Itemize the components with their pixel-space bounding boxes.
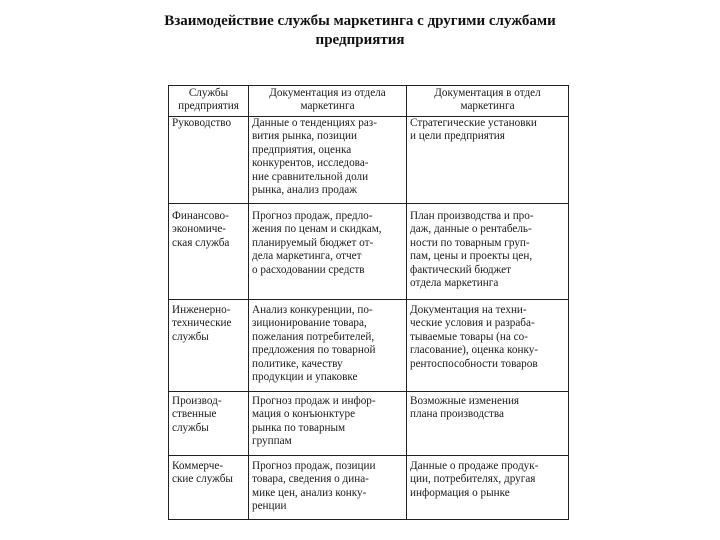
cell-from-marketing: Анализ конкуренции, по- зиционирование товара, пожелания потребителей, предложения по товарной политике, качеству продукции и упаковке	[249, 300, 407, 392]
cell-service: Руководство	[169, 117, 249, 204]
cell-from-marketing: Прогноз продаж, позиции товара, сведения о дина- мике цен, анализ конку- ренции	[249, 456, 407, 520]
table-row	[169, 456, 569, 520]
table-row	[169, 117, 569, 204]
cell-service: Производ- ственные службы	[169, 392, 249, 456]
cell-service: Инженерно- технические службы	[169, 300, 249, 392]
header-services: Службы предприятия	[169, 86, 249, 117]
header-from-marketing: Документация из отдела маркетинга	[249, 86, 407, 117]
cell-service: Коммерче- ские службы	[169, 456, 249, 520]
cell-to-marketing: Документация на техни- ческие условия и разраба- тываемые товары (на со- гласование), оценка конку- рентоспособности товаров	[407, 300, 569, 392]
cell-service: Финансово- экономиче- ская служба	[169, 204, 249, 300]
table-row	[169, 392, 569, 456]
table-row	[169, 300, 569, 392]
table-header-row	[169, 86, 569, 117]
table-row	[169, 204, 569, 300]
header-to-marketing: Документация в отдел маркетинга	[407, 86, 569, 117]
cell-to-marketing: План производства и про- даж, данные о рентабель- ности по товарным груп- пам, цены и проекты цен, фактический бюджет отдела маркетинга	[407, 204, 569, 300]
title-line-2: предприятия	[315, 32, 405, 48]
interaction-table	[168, 85, 569, 520]
cell-from-marketing: Прогноз продаж, предло- жения по ценам и скидкам, планируемый бюджет от- дела маркетинга, отчет о расходовании средств	[249, 204, 407, 300]
cell-from-marketing: Прогноз продаж и инфор- мация о конъюнктуре рынка по товарным группам	[249, 392, 407, 456]
cell-to-marketing: Возможные изменения плана производства	[407, 392, 569, 456]
cell-to-marketing: Стратегические установки и цели предприятия	[407, 117, 569, 204]
page-title	[0, 12, 720, 50]
cell-from-marketing: Данные о тенденциях раз- вития рынка, позиции предприятия, оценка конкурентов, исследова- ние сравнительной доли рынка, анализ продаж	[249, 117, 407, 204]
title-line-1: Взаимодействие службы маркетинга с другими службами	[164, 13, 556, 29]
cell-to-marketing: Данные о продаже продук- ции, потребителях, другая информация о рынке	[407, 456, 569, 520]
